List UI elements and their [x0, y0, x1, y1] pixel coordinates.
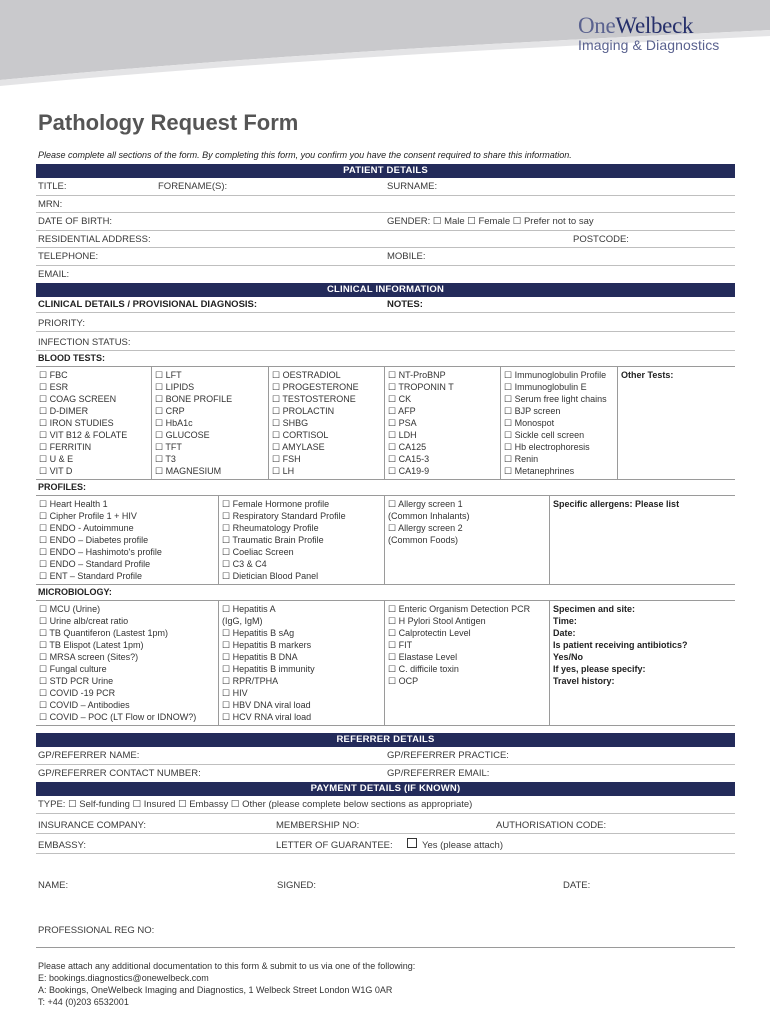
test-option[interactable]: ☐ Rheumatology Profile	[222, 523, 319, 533]
test-option[interactable]: ☐ IRON STUDIES	[39, 418, 114, 428]
intro-text: Please complete all sections of the form. By completing this form, you confirm you have the consent required to share this information.	[38, 150, 572, 160]
test-option[interactable]: ☐ TB Elispot (Latest 1pm)	[39, 640, 144, 650]
brand-name-b: Welbeck	[615, 13, 694, 38]
specific-allergens-col	[550, 496, 735, 584]
profile-col	[36, 496, 219, 584]
payment-type-options[interactable]: TYPE: ☐ Self-funding ☐ Insured ☐ Embassy ☐ Other (please complete below sections as appropriate)	[38, 799, 473, 810]
dob-field[interactable]: DATE OF BIRTH:	[38, 216, 113, 227]
microbiology-grid	[36, 600, 735, 726]
test-option[interactable]: ☐ AMYLASE	[272, 442, 325, 452]
payment-details-bar: PAYMENT DETAILS (IF KNOWN)	[36, 782, 735, 796]
test-option[interactable]: ☐ Hepatitis B markers	[222, 640, 312, 650]
test-option[interactable]: ☐ FIT	[388, 640, 413, 650]
priority-field[interactable]: PRIORITY:	[38, 318, 85, 329]
authorisation-field[interactable]: AUTHORISATION CODE:	[496, 819, 607, 831]
test-option[interactable]: ☐ LFT	[155, 370, 182, 380]
referrer-name-field[interactable]: GP/REFERRER NAME:	[38, 750, 140, 761]
guarantee-checkbox[interactable]	[407, 838, 417, 849]
test-option[interactable]: ☐ Cipher Profile 1 + HIV	[39, 511, 137, 521]
test-option[interactable]: ☐ COVID -19 PCR	[39, 688, 116, 698]
blood-col	[385, 367, 501, 479]
specimen-field[interactable]: Is patient receiving antibiotics?	[553, 640, 688, 650]
test-option[interactable]: ☐ Female Hormone profile	[222, 499, 330, 509]
row-address	[36, 231, 735, 249]
email-field[interactable]: EMAIL:	[38, 268, 70, 280]
test-option[interactable]: ☐ COVID – Antibodies	[39, 700, 130, 710]
test-option[interactable]: (Common Foods)	[388, 535, 459, 545]
embassy-field[interactable]: EMBASSY:	[38, 839, 87, 851]
brand-logo	[578, 14, 748, 53]
telephone-field[interactable]: TELEPHONE:	[38, 251, 99, 262]
test-option[interactable]: ☐ FSH	[272, 454, 301, 464]
microbiology-heading: MICROBIOLOGY:	[38, 587, 112, 597]
test-option[interactable]: ☐ Serum free light chains	[504, 394, 607, 404]
test-option[interactable]: ☐ MRSA screen (Sites?)	[39, 652, 139, 662]
test-option[interactable]: ☐ C3 & C4	[222, 559, 267, 569]
test-option[interactable]: ☐ Renin	[504, 454, 539, 464]
row-title	[36, 178, 735, 196]
test-option[interactable]: ☐ Enteric Organism Detection PCR	[388, 604, 531, 614]
test-option[interactable]: ☐ VIT D	[39, 466, 73, 476]
test-option[interactable]: ☐ ENDO – Standard Profile	[39, 559, 151, 569]
test-option[interactable]: ☐ PROGESTERONE	[272, 382, 359, 392]
test-option[interactable]: ☐ OESTRADIOL	[272, 370, 341, 380]
profiles-heading: PROFILES:	[38, 482, 87, 492]
row-dob	[36, 213, 735, 231]
page-title: Pathology Request Form	[38, 110, 299, 135]
test-option[interactable]: ☐ ESR	[39, 382, 69, 392]
specific-allergens-label[interactable]: Specific allergens: Please list	[553, 499, 680, 509]
row-email	[36, 266, 735, 284]
blood-tests-heading: BLOOD TESTS:	[38, 353, 105, 363]
test-option[interactable]: ☐ TESTOSTERONE	[272, 394, 356, 404]
insurance-company-field[interactable]: INSURANCE COMPANY:	[38, 819, 147, 831]
test-option[interactable]: ☐ Urine alb/creat ratio	[39, 616, 129, 626]
micro-col	[385, 601, 550, 725]
test-option[interactable]: ☐ HIV	[222, 688, 248, 698]
surname-field[interactable]: SURNAME:	[387, 181, 438, 192]
referrer-practice-field[interactable]: GP/REFERRER PRACTICE:	[387, 750, 509, 761]
test-option[interactable]: ☐ Respiratory Standard Profile	[222, 511, 346, 521]
test-option[interactable]: ☐ GLUCOSE	[155, 430, 210, 440]
test-option[interactable]: ☐ Calprotectin Level	[388, 628, 471, 638]
referrer-contact-field[interactable]: GP/REFERRER CONTACT NUMBER:	[38, 767, 201, 779]
specimen-field[interactable]: If yes, please specify:	[553, 664, 646, 674]
test-option[interactable]: ☐ BONE PROFILE	[155, 394, 233, 404]
notes-field[interactable]: NOTES:	[387, 299, 423, 310]
test-option[interactable]: ☐ CORTISOL	[272, 430, 329, 440]
test-option[interactable]: ☐ TB Quantiferon (Lastest 1pm)	[39, 628, 168, 638]
blood-col	[36, 367, 152, 479]
test-option[interactable]: ☐ HBV DNA viral load	[222, 700, 311, 710]
test-option[interactable]: ☐ Sickle cell screen	[504, 430, 585, 440]
blood-col	[501, 367, 618, 479]
membership-field[interactable]: MEMBERSHIP NO:	[276, 819, 360, 831]
test-option[interactable]: ☐ Immunoglobulin Profile	[504, 370, 607, 380]
specimen-field[interactable]: Specimen and site:	[553, 604, 636, 614]
title-field[interactable]: TITLE:	[38, 181, 67, 192]
test-option[interactable]: ☐ HCV RNA viral load	[222, 712, 312, 722]
test-option[interactable]: ☐ FERRITIN	[39, 442, 92, 452]
date-field[interactable]: DATE:	[563, 880, 591, 891]
guarantee-option: Yes (please attach)	[422, 839, 503, 851]
test-option[interactable]: ☐ CK	[388, 394, 412, 404]
footer-contact	[38, 960, 415, 1008]
micro-col	[36, 601, 219, 725]
test-option[interactable]: ☐ LIPIDS	[155, 382, 195, 392]
test-option[interactable]: ☐ Hepatitis B DNA	[222, 652, 298, 662]
row-payment-type	[36, 796, 735, 814]
row-telephone	[36, 248, 735, 266]
test-option[interactable]: ☐ BJP screen	[504, 406, 561, 416]
test-option[interactable]: ☐ COVID – POC (LT Flow or IDNOW?)	[39, 712, 197, 722]
test-option[interactable]: ☐ PSA	[388, 418, 417, 428]
diagnosis-field[interactable]: CLINICAL DETAILS / PROVISIONAL DIAGNOSIS:	[38, 299, 258, 310]
test-option[interactable]: ☐ MCU (Urine)	[39, 604, 101, 614]
test-option[interactable]: ☐ Allergy screen 2	[388, 523, 463, 533]
footer-line: T: +44 (0)203 6532001	[38, 997, 129, 1007]
specimen-col	[550, 601, 735, 725]
row-insurance	[36, 814, 735, 834]
professional-reg-field[interactable]: PROFESSIONAL REG NO:	[38, 925, 155, 936]
row-priority	[36, 313, 735, 332]
test-option[interactable]: ☐ D-DIMER	[39, 406, 89, 416]
test-option[interactable]: ☐ Monospot	[504, 418, 555, 428]
postcode-field[interactable]: POSTCODE:	[573, 233, 629, 245]
row-referrer-contact	[36, 765, 735, 783]
test-option[interactable]: ☐ Metanephrines	[504, 466, 575, 476]
test-option[interactable]: ☐ H Pylori Stool Antigen	[388, 616, 486, 626]
micro-col	[219, 601, 385, 725]
test-option[interactable]: ☐ CRP	[155, 406, 185, 416]
referrer-details-bar: REFERRER DETAILS	[36, 733, 735, 747]
address-field[interactable]: RESIDENTIAL ADDRESS:	[38, 233, 151, 245]
profiles-grid	[36, 495, 735, 585]
test-option[interactable]: ☐ ENDO – Hashimoto's profile	[39, 547, 162, 557]
specimen-field[interactable]: Date:	[553, 628, 576, 638]
test-option[interactable]: ☐ ENDO – Diabetes profile	[39, 535, 149, 545]
test-option[interactable]: ☐ SHBG	[272, 418, 309, 428]
profile-col	[385, 496, 550, 584]
test-option[interactable]: ☐ Coeliac Screen	[222, 547, 294, 557]
guarantee-label: LETTER OF GUARANTEE:	[276, 839, 393, 851]
sign-name-field[interactable]: NAME:	[38, 880, 69, 891]
test-option[interactable]: ☐ Fungal culture	[39, 664, 107, 674]
mobile-field[interactable]: MOBILE:	[387, 251, 426, 262]
test-option[interactable]: ☐ TROPONIN T	[388, 382, 454, 392]
brand-tagline: Imaging & Diagnostics	[578, 37, 720, 53]
blood-col	[152, 367, 269, 479]
test-option[interactable]: ☐ ENDO - Autoimmune	[39, 523, 134, 533]
test-option[interactable]: ☐ CA125	[388, 442, 427, 452]
request-form	[36, 164, 735, 854]
forename-field[interactable]: FORENAME(S):	[158, 181, 228, 192]
test-option[interactable]: ☐ MAGNESIUM	[155, 466, 222, 476]
row-embassy	[36, 834, 735, 854]
footer-line: Please attach any additional documentation to this form & submit to us via one of the following:	[38, 961, 416, 971]
clinical-information-bar: CLINICAL INFORMATION	[36, 283, 735, 297]
infection-status-field[interactable]: INFECTION STATUS:	[38, 337, 131, 348]
test-option[interactable]: ☐ FBC	[39, 370, 68, 380]
test-option[interactable]: ☐ TFT	[155, 442, 182, 452]
test-option[interactable]: ☐ AFP	[388, 406, 416, 416]
test-option[interactable]: ☐ COAG SCREEN	[39, 394, 117, 404]
specimen-field[interactable]: Time:	[553, 616, 577, 626]
test-option[interactable]: ☐ Allergy screen 1	[388, 499, 463, 509]
footer-line: A: Bookings, OneWelbeck Imaging and Diagnostics, 1 Welbeck Street London W1G 0AR	[38, 985, 393, 995]
test-option[interactable]: ☐ Traumatic Brain Profile	[222, 535, 324, 545]
test-option[interactable]: ☐ OCP	[388, 676, 419, 686]
test-option[interactable]: ☐ PROLACTIN	[272, 406, 335, 416]
test-option[interactable]: ☐ ENT – Standard Profile	[39, 571, 142, 581]
row-infection	[36, 332, 735, 351]
test-option[interactable]: ☐ LDH	[388, 430, 417, 440]
profile-col	[219, 496, 385, 584]
divider	[36, 947, 735, 948]
test-option[interactable]: ☐ Elastase Level	[388, 652, 458, 662]
signed-field[interactable]: SIGNED:	[277, 880, 317, 891]
test-option[interactable]: ☐ Immunoglobulin E	[504, 382, 587, 392]
referrer-email-field[interactable]: GP/REFERRER EMAIL:	[387, 767, 490, 779]
test-option[interactable]: (Common Inhalants)	[388, 511, 470, 521]
test-option[interactable]: ☐ Dietician Blood Panel	[222, 571, 319, 581]
blood-col	[269, 367, 385, 479]
patient-details-bar: PATIENT DETAILS	[36, 164, 735, 178]
test-option[interactable]: ☐ Hepatitis B sAg	[222, 628, 295, 638]
test-option[interactable]: ☐ Hb electrophoresis	[504, 442, 590, 452]
row-diagnosis	[36, 297, 735, 313]
test-option[interactable]: ☐ VIT B12 & FOLATE	[39, 430, 128, 440]
test-option[interactable]: (IgG, IgM)	[222, 616, 263, 626]
brand-name-a: One	[578, 13, 616, 38]
blood-tests-grid	[36, 366, 735, 480]
test-option[interactable]: ☐ HbA1c	[155, 418, 193, 428]
test-option[interactable]: ☐ T3	[155, 454, 176, 464]
gender-options[interactable]: GENDER: ☐ Male ☐ Female ☐ Prefer not to say	[387, 216, 594, 227]
test-option[interactable]: ☐ NT-ProBNP	[388, 370, 446, 380]
test-option[interactable]: ☐ LH	[272, 466, 295, 476]
test-option[interactable]: ☐ C. difficile toxin	[388, 664, 459, 674]
test-option[interactable]: ☐ Hepatitis A	[222, 604, 276, 614]
test-option[interactable]: ☐ STD PCR Urine	[39, 676, 114, 686]
other-tests-label[interactable]: Other Tests:	[621, 370, 674, 380]
mrn-field[interactable]: MRN:	[38, 198, 63, 210]
test-option[interactable]: ☐ Heart Health 1	[39, 499, 108, 509]
test-option[interactable]: ☐ U & E	[39, 454, 74, 464]
row-mrn	[36, 196, 735, 214]
test-option[interactable]: ☐ RPR/TPHA	[222, 676, 279, 686]
test-option[interactable]: ☐ Hepatitis B immunity	[222, 664, 315, 674]
test-option[interactable]: ☐ CA15-3	[388, 454, 430, 464]
test-option[interactable]: ☐ CA19-9	[388, 466, 430, 476]
other-tests-col	[618, 367, 735, 479]
row-referrer-name	[36, 747, 735, 765]
specimen-field[interactable]: Yes/No	[553, 652, 584, 662]
footer-line: E: bookings.diagnostics@onewelbeck.com	[38, 973, 209, 983]
specimen-field[interactable]: Travel history:	[553, 676, 615, 686]
